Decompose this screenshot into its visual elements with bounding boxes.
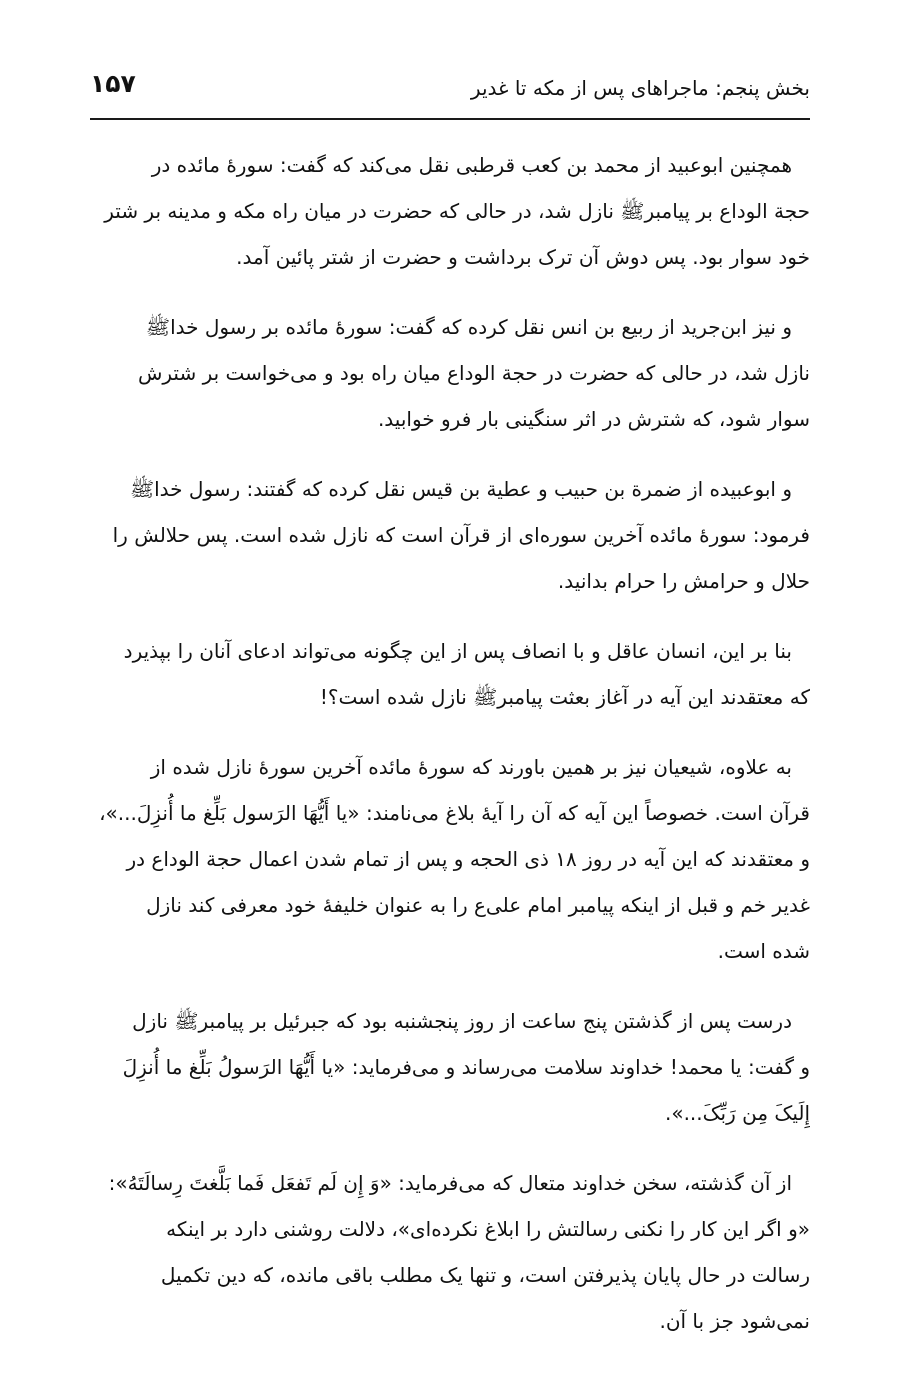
page-header [90, 62, 810, 120]
paragraph-2 [90, 304, 810, 442]
text-line: سوار شود، که شترش در اثر سنگینی بار فرو خوابید. [377, 407, 810, 431]
text-line: نازل شد، در حالی که حضرت در حجة الوداع میان راه بود و می‌خواست بر شترش [137, 361, 810, 385]
text-line: درست پس از گذشتن پنج ساعت از روز پنجشنبه بود که جبرئیل بر پیامبرﷺ نازل [132, 1009, 792, 1033]
text-line: حجة الوداع بر پیامبرﷺ نازل شد، در حالی که حضرت در میان راه مکه و مدینه بر شتر [104, 199, 810, 223]
paragraph-3 [90, 466, 810, 604]
text-line: إِلَیکَ مِن رَبِّکَ...». [664, 1101, 810, 1125]
text-line: بنا بر این، انسان عاقل و با انصاف پس از این چگونه می‌تواند ادعای آنان را بپذیرد [123, 639, 792, 663]
text-line: حلال و حرامش را حرام بدانید. [557, 569, 810, 593]
text-line: «و اگر این کار را نکنی رسالتش را ابلاغ نکرده‌ای»، دلالت روشنی دارد بر اینکه [166, 1217, 810, 1241]
text-line: از آن گذشته، سخن خداوند متعال که می‌فرماید: «وَ إِن لَم تَفعَل فَما بَلَّغتَ رِسالَتَهُ»: [108, 1171, 792, 1195]
text-line: رسالت در حال پایان پذیرفتن است، و تنها یک مطلب باقی مانده، که دین تکمیل [160, 1263, 810, 1287]
text-line: قرآن است. خصوصاً این آیه که آن را آیۀ بلاغ می‌نامند: «یا أَیُّهَا الرَسول بَلِّغ ما أُنزِلَ...»، [99, 801, 810, 825]
text-line: و گفت: یا محمد! خداوند سلامت می‌رساند و می‌فرماید: «یا أَیُّهَا الرَسولُ بَلِّغ ما أُنزِلَ [122, 1055, 810, 1079]
text-line: و ابوعبیده از ضمرة بن حبیب و عطیة بن قیس نقل کرده که گفتند: رسول خداﷺ [129, 477, 792, 501]
text-line: شده است. [717, 939, 810, 963]
paragraph-6 [90, 998, 810, 1136]
text-line: فرمود: سورۀ مائده آخرین سوره‌ای از قرآن است که نازل شده است. پس حلالش را [112, 523, 810, 547]
running-title: بخش پنجم: ماجراهای پس از مکه تا غدیر [470, 76, 810, 100]
text-line: نمی‌شود جز با آن. [659, 1309, 810, 1333]
paragraph-4 [90, 628, 810, 720]
paragraph-1 [90, 142, 810, 280]
text-line: غدیر خم و قبل از اینکه پیامبر امام علی‌ع را به عنوان خلیفۀ خود معرفی کند نازل [146, 893, 810, 917]
body-text [90, 142, 810, 1368]
text-line: که معتقدند این آیه در آغاز بعثت پیامبرﷺ نازل شده است؟! [319, 685, 810, 709]
paragraph-5 [90, 744, 810, 974]
text-line: به علاوه، شیعیان نیز بر همین باورند که سورۀ مائده آخرین سورۀ نازل شده از [150, 755, 792, 779]
text-line: و معتقدند که این آیه در روز ۱۸ ذی الحجه و پس از تمام شدن اعمال حجة الوداع در [126, 847, 810, 871]
text-line: و نیز ابن‌جرید از ربیع بن انس نقل کرده که گفت: سورۀ مائده بر رسول خداﷺ [145, 315, 792, 339]
text-line: خود سوار بود. پس دوش آن ترک برداشت و حضرت از شتر پائین آمد. [236, 245, 810, 269]
text-line: همچنین ابوعبید از محمد بن کعب قرطبی نقل می‌کند که گفت: سورۀ مائده در [151, 153, 792, 177]
paragraph-7 [90, 1160, 810, 1344]
page-number: ۱۵۷ [90, 69, 136, 98]
